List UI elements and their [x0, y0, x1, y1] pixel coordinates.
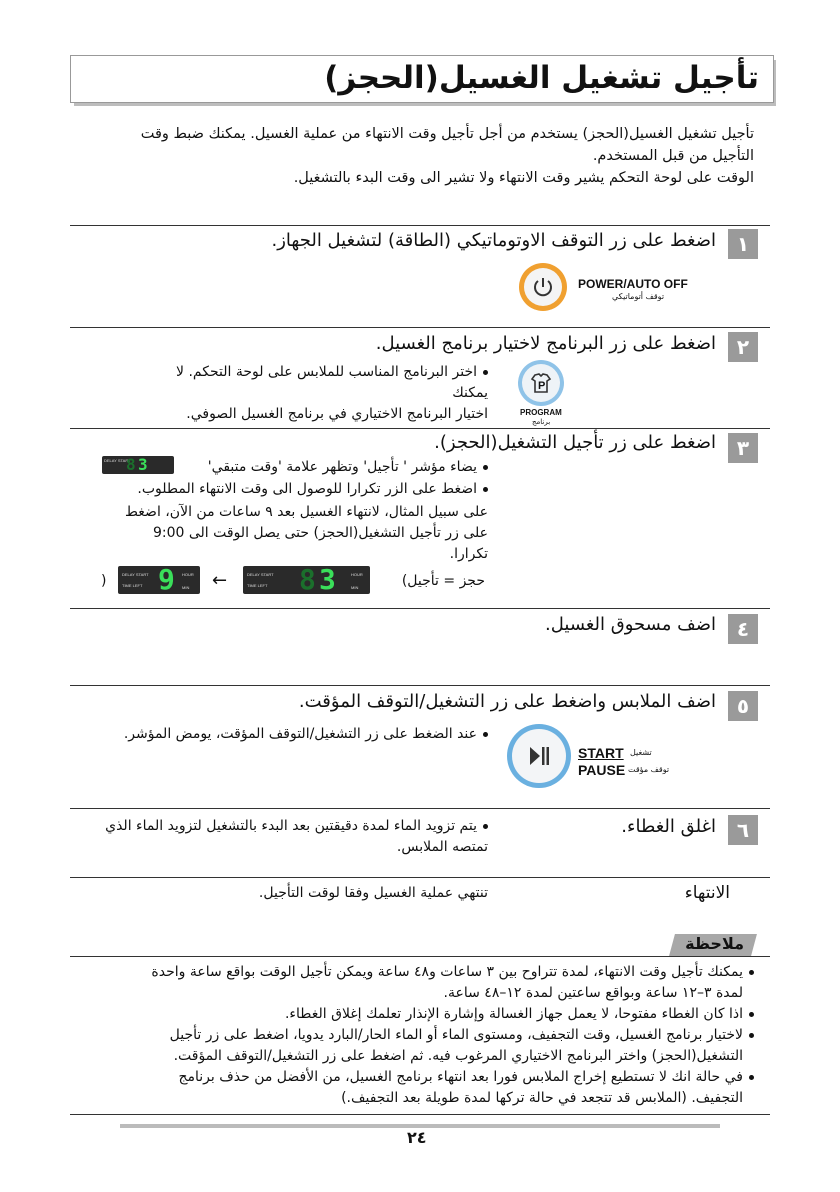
display-3: DELAY START TIME LEFT 8 3 HOUR MIN [243, 566, 370, 594]
note-top-line [70, 956, 770, 957]
step-3-bullet-2: اضغط على الزر تكرارا للوصول الى وقت الانتهاء المطلوب. [137, 479, 488, 500]
intro-line-1: تأجيل تشغيل الغسيل(الحجز) يستخدم من أجل تأجيل وقت الانتهاء من عملية الغسيل. يمكنك ضبط وقت [140, 126, 754, 142]
display-9: DELAY START TIME LEFT 9 HOUR MIN [118, 566, 200, 594]
program-icon-letter: P [538, 380, 546, 392]
step-3-example: على سبيل المثال، لانتهاء الغسيل بعد ٩ ساعات من الآن، اضغط على زر تأجيل التشغيل(الحجز) حتى يصل الوقت الى 9:00 تكرارا. [125, 504, 488, 562]
start-label: START [578, 745, 624, 761]
step-6-text: اغلق الغطاء. [621, 816, 716, 837]
step-number-3: ٣ [728, 433, 758, 463]
start-label-ar: تشغيل [630, 748, 652, 757]
start-pause-button[interactable] [507, 724, 571, 788]
display-initial: DELAY START 8 3 [102, 456, 174, 474]
play-pause-icon [527, 744, 551, 768]
divider [70, 808, 770, 809]
divider [70, 685, 770, 686]
step-3-text: اضغط على زر تأجيل التشغيل(الحجز). [434, 432, 716, 453]
power-icon [531, 275, 555, 299]
program-button[interactable] [518, 360, 564, 406]
power-label: POWER/AUTO OFF [578, 277, 688, 291]
intro-line-3: الوقت على لوحة التحكم يشير وقت الانتهاء ولا تشير الى وقت البدء بالتشغيل. [293, 170, 754, 186]
step-number-4: ٤ [728, 614, 758, 644]
pause-label-ar: توقف مؤقت [628, 765, 670, 774]
divider [70, 327, 770, 328]
step-number-5: ٥ [728, 691, 758, 721]
end-label: الانتهاء [684, 883, 730, 903]
step-number-2: ٢ [728, 332, 758, 362]
arrow-icon: ← [212, 570, 228, 591]
note-title: ملاحظة [685, 934, 744, 953]
display-digit: 3 [138, 455, 148, 474]
step-6-bullet: يتم تزويد الماء لمدة دقيقتين بعد البدء بالتشغيل لتزويد الماء الذي تمتصه الملابس. [105, 818, 488, 855]
close-paren: ( [101, 573, 107, 589]
pause-label: PAUSE [578, 762, 626, 778]
program-label-ar: برنامج [532, 418, 551, 426]
divider [70, 225, 770, 226]
note-list: يمكنك تأجيل وقت الانتهاء، لمدة تتراوح بين ٣ ساعات و٤٨ ساعة ويمكن تأجيل الوقت بواقع ساعة واحدة لمدة ٣–١٢ ساعة وبواقع ساعتين لمدة ١٢–٤٨ ساعة. اذا كان الغطاء مفتوحا، لا يعمل جهاز الغسالة وإشارة الإنذار تعلمك إغلاق الغطاء. لاختيار برنامج الغسيل، وقت التجفيف، ومستوى الماء أو الماء الحار/البارد يدويا، اضغط على زر تأجيل التشغيل(الحجز) واختر البرنامج الاختياري المرغوب فيه. ثم اضغط على زر التشغيل/التوقف المؤقت. في حالة انك لا تستطيع إخراج الملابس فورا بعد انتهاء برنامج الغسيل، من الأفضل من حذف برنامج التجفيف. (الملابس قد تتجعد في حالة تركها لمدة طويلة بعد التجفيف.) [54, 962, 754, 1109]
page-title: تأجيل تشغيل الغسيل(الحجز) [324, 60, 759, 96]
divider [70, 877, 770, 878]
bullet-dot [483, 370, 488, 375]
step-5-bullet: عند الضغط على زر التشغيل/التوقف المؤقت، يومض المؤشر. [124, 724, 488, 745]
step-2-bullet: اختر البرنامج المناسب للملابس على لوحة التحكم. لا يمكنك اختيار البرنامج الاختياري في برنامج الغسيل الصوفي. [176, 364, 488, 422]
legend-text: حجز = تأجيل) [401, 573, 485, 589]
program-label: PROGRAM [520, 408, 562, 417]
power-label-ar: توقف أتوماتيكي [612, 292, 665, 301]
end-text: تنتهي عملية الغسيل وفقا لوقت التأجيل. [258, 885, 488, 901]
step-2-text: اضغط على زر البرنامج لاختيار برنامج الغسيل. [375, 333, 716, 354]
step-3-bullet-1: يضاء مؤشر ' تأجيل' وتظهر علامة 'وقت متبقي' [208, 457, 488, 478]
page-number: ٢٤ [407, 1128, 427, 1147]
power-button[interactable] [519, 263, 567, 311]
step-number-1: ١ [728, 229, 758, 259]
step-1-text: اضغط على زر التوقف الاوتوماتيكي (الطاقة) لتشغيل الجهاز. [271, 230, 716, 251]
step-4-text: اضف مسحوق الغسيل. [545, 614, 716, 635]
title-box [70, 55, 774, 103]
divider [70, 608, 770, 609]
divider [70, 428, 770, 429]
step-5-text: اضف الملابس واضغط على زر التشغيل/التوقف المؤقت. [298, 691, 716, 712]
intro-line-2: التأجيل من قبل المستخدم. [592, 148, 754, 164]
note-bottom-line [70, 1114, 770, 1115]
step-number-6: ٦ [728, 815, 758, 845]
